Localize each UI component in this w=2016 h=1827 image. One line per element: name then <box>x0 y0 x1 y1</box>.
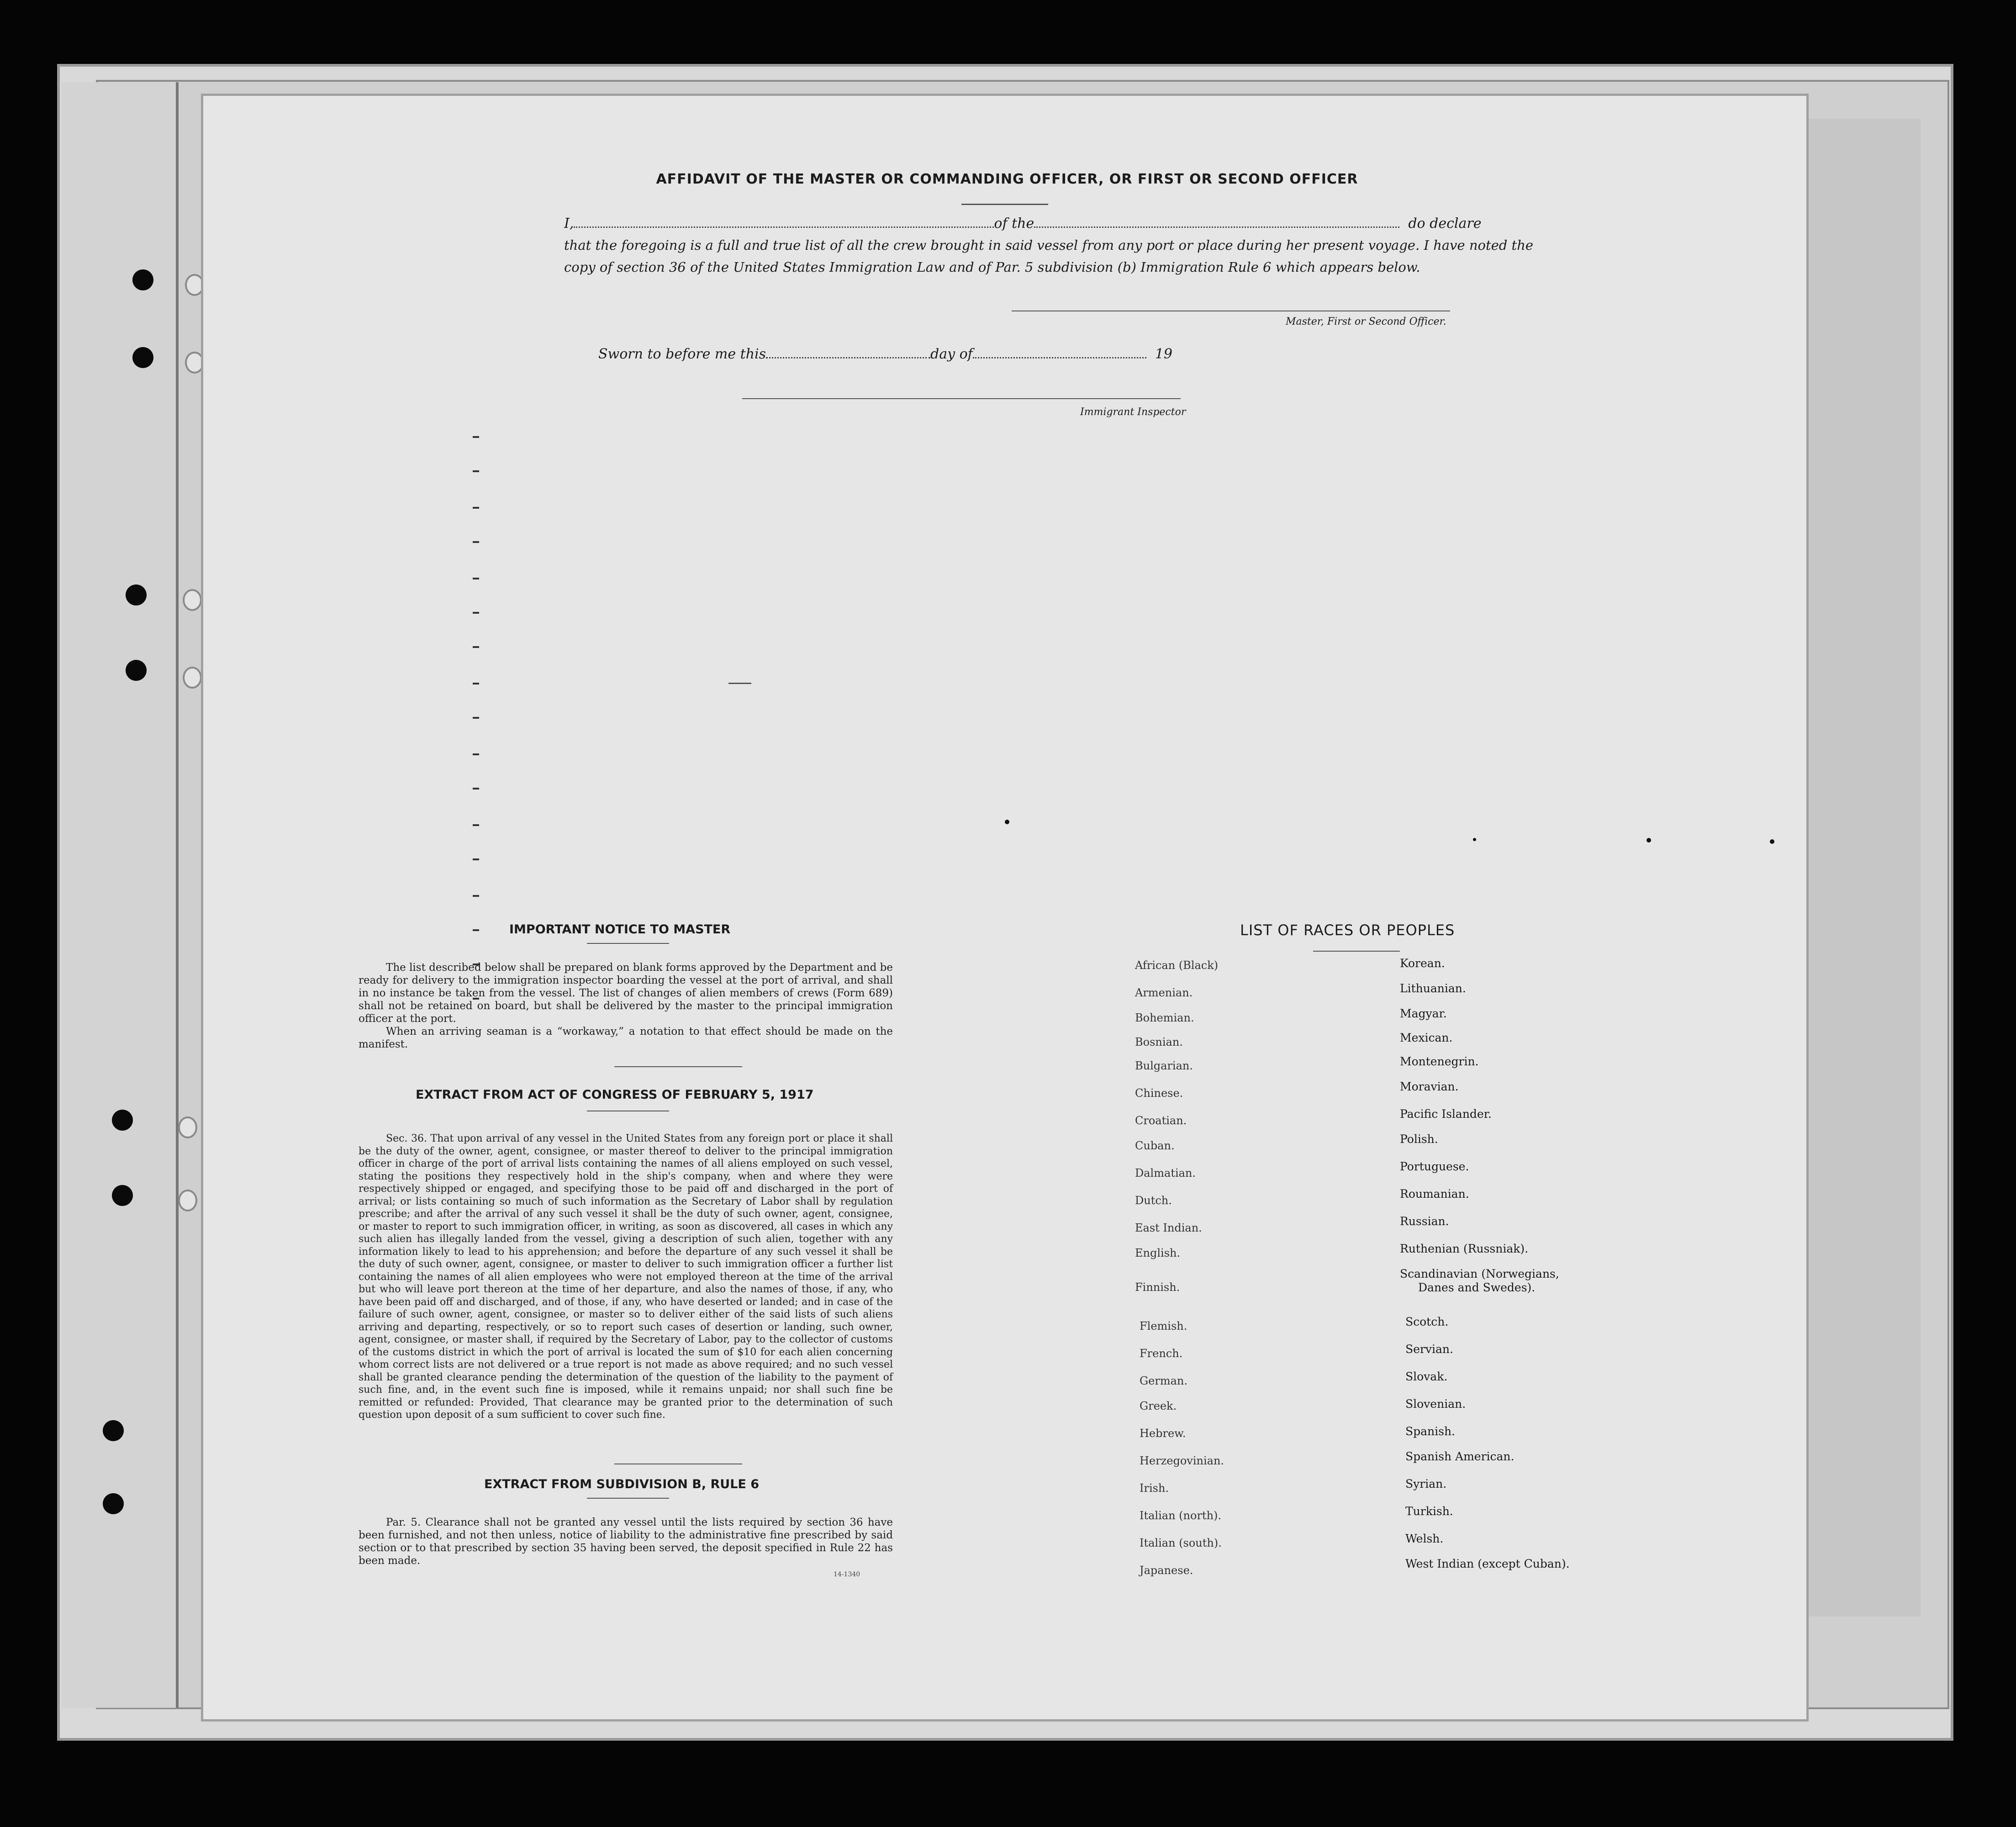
sworn-line <box>598 346 1172 362</box>
speck <box>1770 839 1774 844</box>
punch-hole-back <box>183 667 202 689</box>
sworn-text: Sworn to before me this <box>598 346 766 362</box>
vessel-blank[interactable] <box>1034 226 1399 228</box>
speck <box>1005 820 1009 824</box>
race-item: West Indian (except Cuban). <box>1405 1557 1570 1570</box>
punch-hole <box>112 1185 133 1206</box>
margin-tick <box>473 858 479 860</box>
name-blank[interactable] <box>574 226 994 228</box>
race-item: Russian. <box>1400 1215 1449 1228</box>
race-item: Ruthenian (Russniak). <box>1400 1242 1529 1255</box>
race-item: Spanish American. <box>1405 1450 1515 1463</box>
rule-title: EXTRACT FROM SUBDIVISION B, RULE 6 <box>484 1477 760 1491</box>
declaration-of-the: of the <box>994 216 1034 232</box>
race-item: Croatian. <box>1135 1114 1187 1127</box>
declaration-do-declare: do declare <box>1408 216 1482 232</box>
race-item: Herzegovinian. <box>1140 1454 1224 1467</box>
speck <box>1647 838 1651 842</box>
punch-hole <box>112 1110 133 1131</box>
notice-paragraph-2: When an arriving seaman is a “workaway,” a notation to that effect should be made on the manifest. <box>359 1026 893 1050</box>
race-item: Danes and Swedes). <box>1418 1281 1536 1294</box>
race-item: Italian (south). <box>1140 1537 1222 1549</box>
punch-hole <box>132 347 153 368</box>
margin-tick <box>473 824 479 826</box>
race-item: Moravian. <box>1400 1080 1459 1093</box>
margin-tick <box>473 929 479 931</box>
race-item: Pacific Islander. <box>1400 1107 1492 1121</box>
divider <box>1313 951 1400 952</box>
race-item: Greek. <box>1140 1400 1177 1412</box>
race-item: Polish. <box>1400 1132 1438 1146</box>
margin-tick <box>473 507 479 509</box>
race-item: Scotch. <box>1405 1315 1449 1328</box>
race-item: Dutch. <box>1135 1194 1172 1207</box>
sworn-month-blank[interactable] <box>973 357 1146 358</box>
form-code: 14-1340 <box>834 1571 860 1578</box>
divider <box>614 1066 742 1067</box>
declaration-i: I, <box>564 216 574 232</box>
race-item: Irish. <box>1140 1482 1169 1495</box>
margin-tick <box>473 578 479 579</box>
margin-tick <box>473 753 479 755</box>
inspector-label: Immigrant Inspector <box>1080 406 1186 418</box>
race-item: Turkish. <box>1405 1505 1453 1518</box>
race-item: English. <box>1135 1247 1181 1259</box>
race-item: Slovenian. <box>1405 1397 1466 1411</box>
race-item: Mexican. <box>1400 1031 1453 1044</box>
race-item: Bosnian. <box>1135 1036 1183 1048</box>
margin-tick <box>473 788 479 790</box>
inspector-signature-line[interactable] <box>742 398 1181 399</box>
act-title: EXTRACT FROM ACT OF CONGRESS OF FEBRUARY 5, 1917 <box>416 1088 814 1102</box>
divider <box>587 1498 669 1499</box>
race-item: Flemish. <box>1140 1320 1187 1332</box>
race-item: Slovak. <box>1405 1370 1448 1383</box>
sworn-day-of: day of <box>930 346 973 362</box>
stray-mark <box>728 683 751 684</box>
punch-hole <box>126 584 147 605</box>
margin-tick <box>473 683 479 684</box>
margin-tick <box>473 470 479 472</box>
act-paragraph: Sec. 36. That upon arrival of any vessel in the United States from any foreign port or place it shall be the duty of the owner, agent, consignee, or master thereof to deliver to the principal immigration officer in charge of the port of arrival lists containing the names of all aliens employed on such vessel, stating the positions they respectively hold in the ship's company, when and where they were respectively shipped or engaged, and specifying those to be paid off and discharged in the port of arrival; or lists containing so much of such information as the Secretary of Labor shall by regulation prescribe; and after the arrival of any such vessel it shall be the duty of such owner, agent, consignee, or master to report to such immigration officer, in writing, as soon as discovered, all cases in which any such alien has illegally landed from the vessel, giving a description of such alien, together with any information likely to lead to his apprehension; and before the departure of any such vessel it shall be the duty of such owner, agent, consignee, or master to deliver to such immigration officer a further list containing the names of all alien employees who were not employed thereon at the time of the arrival but who will leave port thereon at the time of her departure, and also the names of those, if any, who have been paid off and discharged, and of those, if any, who have deserted or landed; and in case of the failure of such owner, agent, consignee, or master so to deliver either of the said lists of such aliens arriving and departing, respectively, or so to report such cases of desertion or landing, such owner, agent, consignee, or master shall, if required by the Secretary of Labor, pay to the collector of customs of the customs district in which the port of arrival is located the sum of $10 for each alien concerning whom correct lists are not delivered or a true report is not made as above required; and no such vessel shall be granted clearance pending the determination of the question of the liability to the payment of such fine, and, in the event such fine is imposed, while it remains unpaid; nor shall such fine be remitted or refunded: Provided, That clearance may be granted prior to the determination of such question upon deposit of a sum sufficient to cover such fine. <box>359 1133 893 1421</box>
act-text <box>359 1132 893 1422</box>
margin-tick <box>473 541 479 543</box>
race-item: Montenegrin. <box>1400 1055 1479 1068</box>
margin-tick <box>473 646 479 648</box>
race-item: African (Black) <box>1135 959 1219 972</box>
rule-paragraph: Par. 5. Clearance shall not be granted any vessel until the lists required by section 36 have been furnished, and not then unless, notice of liability to the administrative fine prescribed by said section or to that prescribed by section 35 having been served, the deposit specified in Rule 22 has been made. <box>359 1516 893 1567</box>
punch-hole-back <box>178 1116 197 1138</box>
divider <box>587 943 669 944</box>
race-item: Welsh. <box>1405 1532 1444 1545</box>
race-item: Chinese. <box>1135 1087 1183 1100</box>
race-item: Dalmatian. <box>1135 1167 1196 1179</box>
document-page <box>201 94 1809 1722</box>
margin-tick <box>473 717 479 719</box>
race-item: Spanish. <box>1405 1425 1456 1438</box>
divider <box>961 204 1048 205</box>
binding-strip <box>62 82 179 1708</box>
rule-text <box>359 1516 893 1567</box>
race-item: Hebrew. <box>1140 1427 1186 1440</box>
affidavit-title: AFFIDAVIT OF THE MASTER OR COMMANDING OFFICER, OR FIRST OR SECOND OFFICER <box>656 171 1358 187</box>
sworn-year: 19 <box>1155 346 1173 362</box>
margin-tick <box>473 895 479 897</box>
speck <box>1473 838 1476 841</box>
punch-hole <box>103 1420 124 1441</box>
race-item: Armenian. <box>1135 986 1193 999</box>
races-title: LIST OF RACES OR PEOPLES <box>1240 921 1455 939</box>
race-item: Cuban. <box>1135 1139 1175 1152</box>
declaration-line-3: copy of section 36 of the United States Immigration Law and of Par. 5 subdivision (b) Immigration Rule 6 which appears below. <box>564 259 1420 275</box>
race-item: Korean. <box>1400 957 1445 970</box>
race-item: Servian. <box>1405 1343 1453 1356</box>
notice-title: IMPORTANT NOTICE TO MASTER <box>509 922 731 937</box>
race-item: Roumanian. <box>1400 1187 1469 1200</box>
punch-hole-back <box>178 1190 197 1211</box>
race-item: Finnish. <box>1135 1281 1180 1294</box>
margin-tick <box>473 612 479 614</box>
race-item: Magyar. <box>1400 1007 1447 1020</box>
notice-paragraph-1: The list described below shall be prepared on blank forms approved by the Department and be ready for delivery to the immigration inspector boarding the vessel at the port of arrival, and shall in no instance be taken from the vessel. The list of changes of alien members of crews (Form 689) shall not be retained on board, but shall be delivered by the master to the principal immigration officer at the port. <box>359 962 893 1025</box>
margin-tick <box>473 436 479 438</box>
race-item: Syrian. <box>1405 1477 1447 1490</box>
notice-text <box>359 961 893 1051</box>
race-item: Bulgarian. <box>1135 1059 1193 1072</box>
declaration-line-2: that the foregoing is a full and true list of all the crew brought in said vessel from any port or place during her present voyage. I have noted the <box>564 237 1534 253</box>
race-item: Lithuanian. <box>1400 982 1466 995</box>
race-item: East Indian. <box>1135 1222 1202 1234</box>
race-item: Portuguese. <box>1400 1160 1469 1173</box>
race-item: Italian (north). <box>1140 1509 1222 1522</box>
race-item: Bohemian. <box>1135 1011 1194 1024</box>
punch-hole <box>132 269 153 290</box>
declaration-line <box>564 216 1481 232</box>
race-item: German. <box>1140 1374 1187 1387</box>
officer-label: Master, First or Second Officer. <box>1286 316 1446 327</box>
punch-hole-back <box>183 589 202 611</box>
punch-hole <box>103 1493 124 1514</box>
race-item: French. <box>1140 1347 1183 1360</box>
race-item: Scandinavian (Norwegians, <box>1400 1267 1559 1280</box>
race-item: Japanese. <box>1140 1564 1193 1577</box>
punch-hole <box>126 660 147 681</box>
sworn-date-blank[interactable] <box>766 357 930 358</box>
